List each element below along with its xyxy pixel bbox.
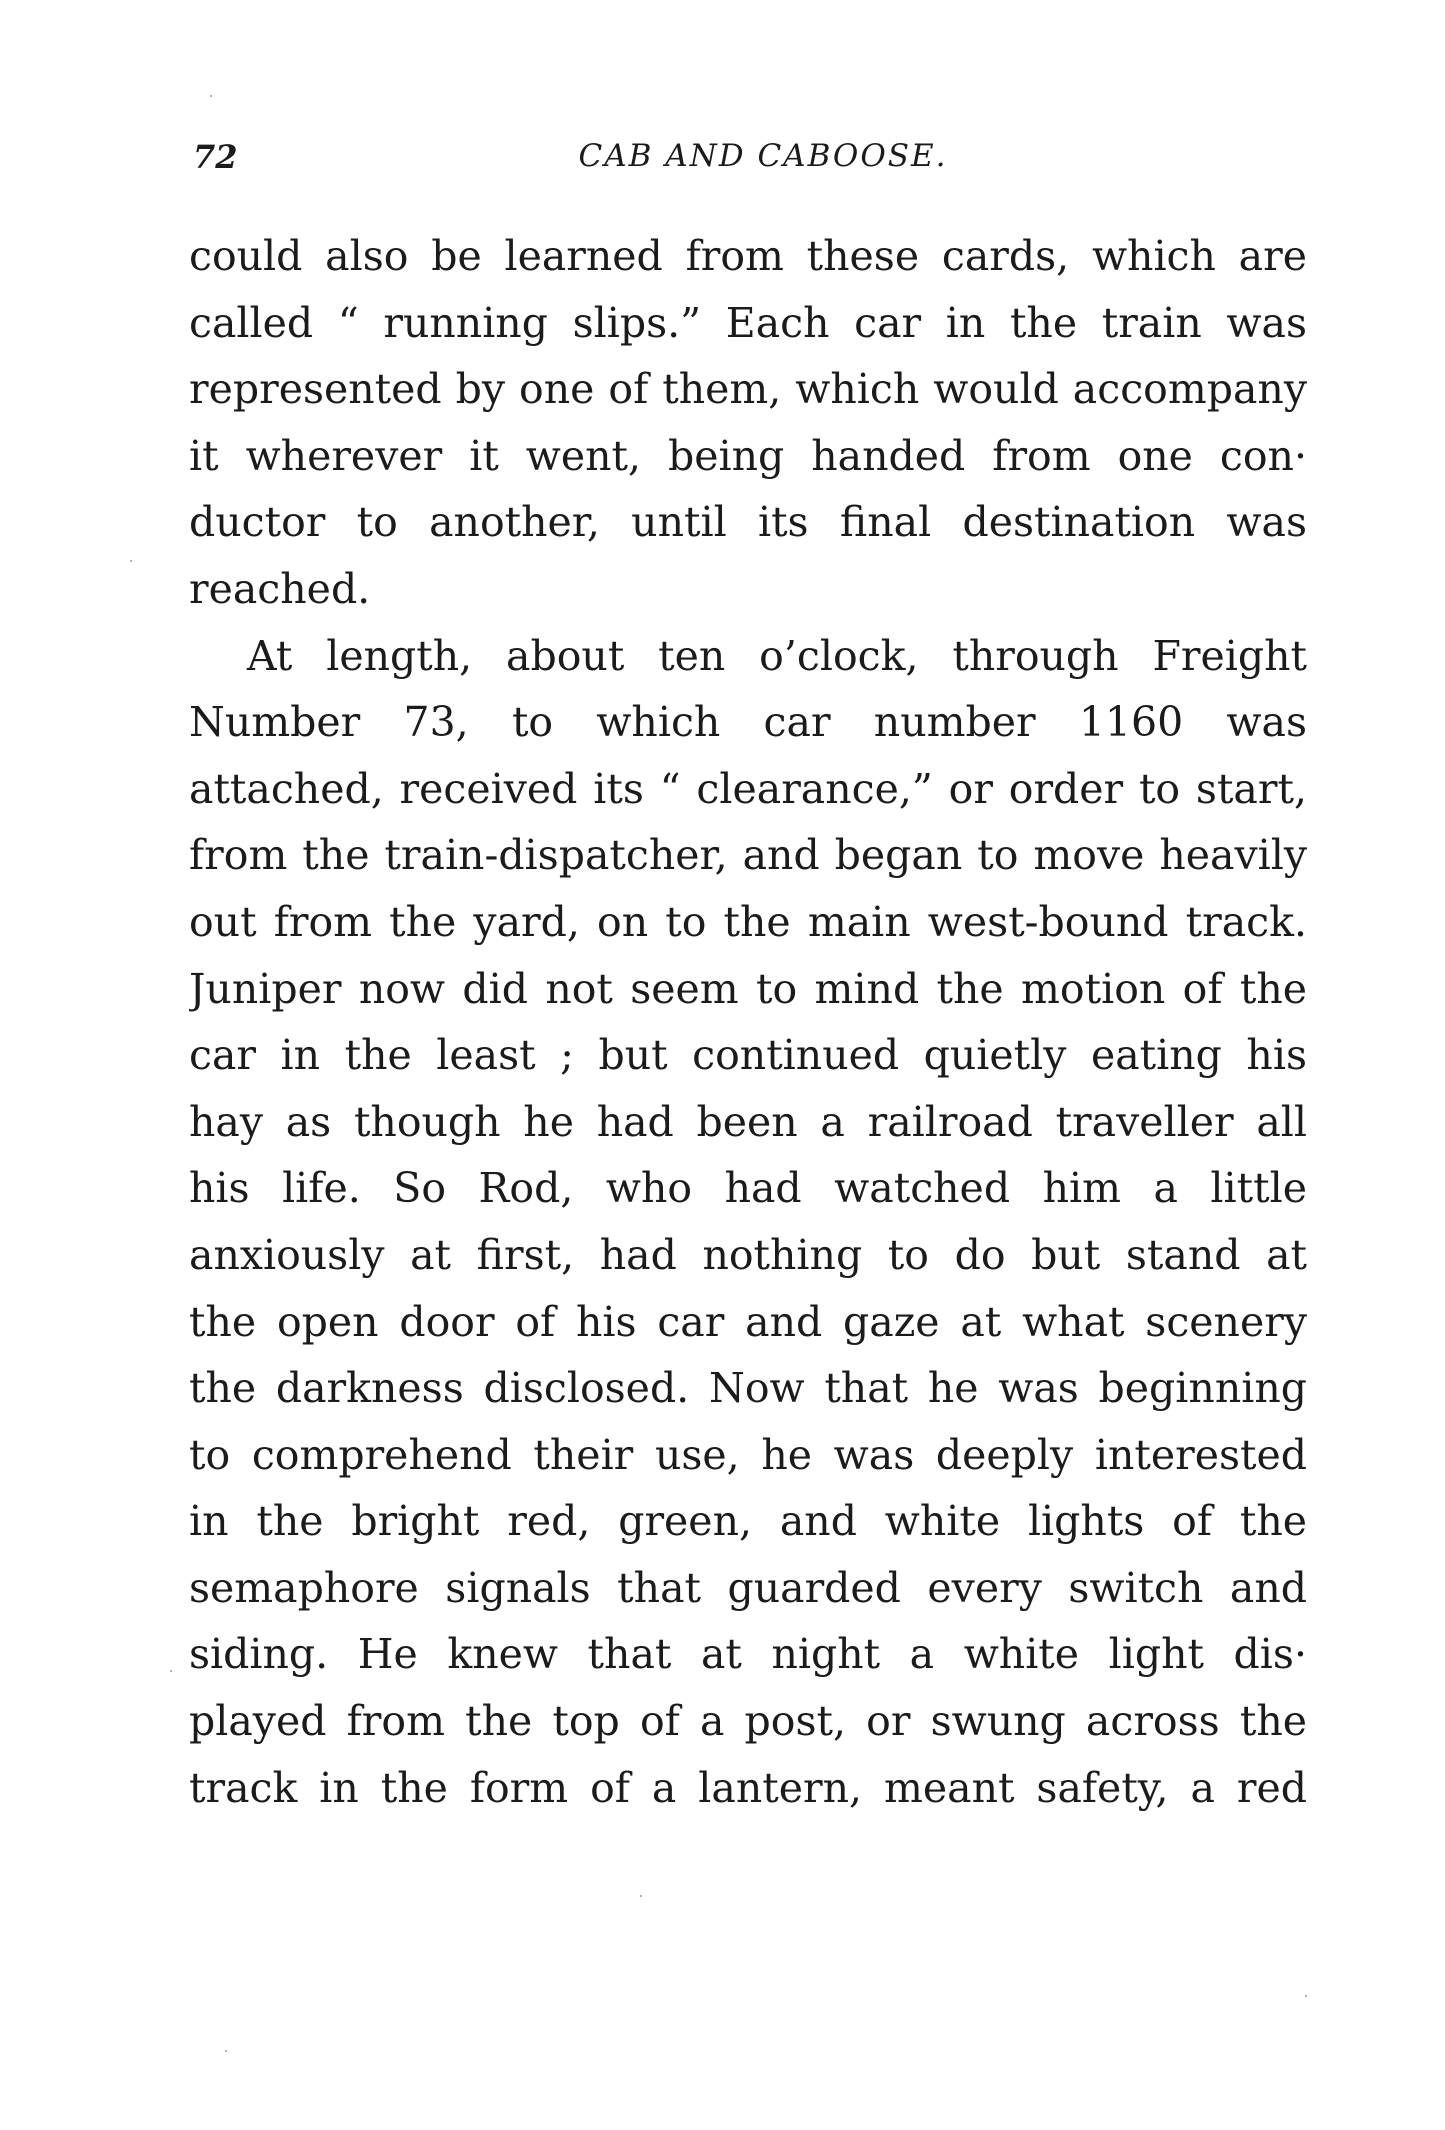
text-line: ductor to another, until its final destination was <box>189 498 1307 547</box>
text-line: semaphore signals that guarded every switch and <box>189 1563 1307 1612</box>
text-line: Number 73, to which car number 1160 was <box>189 698 1307 747</box>
paragraph <box>189 623 1307 1822</box>
paper-speck <box>170 1670 172 1672</box>
text-line: anxiously at first, had nothing to do but stand at <box>189 1230 1307 1279</box>
body-text <box>189 223 1307 1821</box>
text-line: car in the least ; but continued quietly eating his <box>189 1031 1307 1080</box>
text-line: represented by one of them, which would accompany <box>189 365 1307 414</box>
text-line: siding. He knew that at night a white light dis· <box>189 1630 1307 1679</box>
text-line: from the train-dispatcher, and began to move heavily <box>189 831 1307 880</box>
text-line: hay as though he had been a railroad traveller all <box>189 1097 1307 1146</box>
paper-speck <box>1305 1995 1307 1997</box>
text-line: At length, about ten o’clock, through Freight <box>247 631 1307 680</box>
running-head: CAB AND CABOOSE. <box>578 138 948 174</box>
text-line: reached. <box>189 564 371 613</box>
text-line: in the bright red, green, and white lights of the <box>189 1497 1307 1546</box>
text-line: could also be learned from these cards, which are <box>189 232 1307 280</box>
page-header <box>193 138 1303 188</box>
paragraph <box>189 223 1307 623</box>
text-line: played from the top of a post, or swung across the <box>189 1697 1307 1746</box>
text-line: out from the yard, on to the main west-bound track. <box>189 897 1307 946</box>
paper-speck <box>210 95 212 97</box>
paper-speck <box>640 1895 642 1897</box>
text-line: called “ running slips.” Each car in the train was <box>189 298 1307 347</box>
text-line: it wherever it went, being handed from one con· <box>189 431 1307 480</box>
text-line: attached, received its “ clearance,” or order to start, <box>189 764 1307 813</box>
text-line: his life. So Rod, who had watched him a little <box>189 1164 1307 1213</box>
text-line: to comprehend their use, he was deeply interested <box>189 1430 1307 1479</box>
paper-speck <box>225 2050 227 2052</box>
text-line: Juniper now did not seem to mind the motion of the <box>189 964 1307 1013</box>
text-line: the darkness disclosed. Now that he was beginning <box>189 1364 1307 1413</box>
text-line: the open door of his car and gaze at what scenery <box>189 1297 1307 1346</box>
page-number: 72 <box>193 138 238 176</box>
paper-speck <box>130 560 132 562</box>
text-line: track in the form of a lantern, meant safety, a red <box>189 1763 1307 1812</box>
